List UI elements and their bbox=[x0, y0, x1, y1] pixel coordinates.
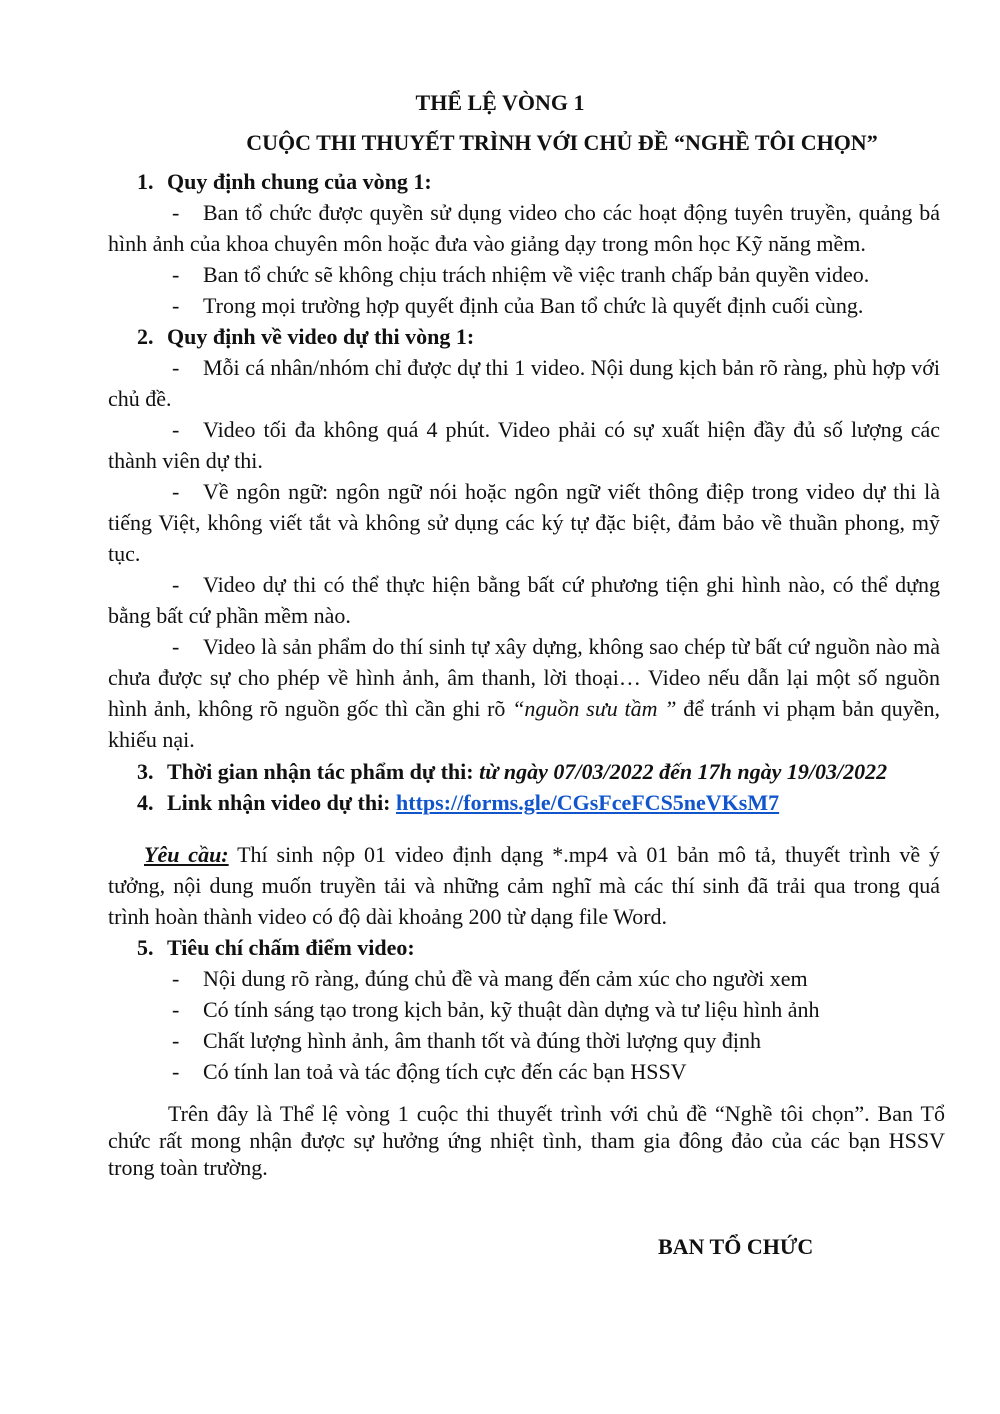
criteria-text: Nội dung rõ ràng, đúng chủ đề và mang đến cảm xúc cho người xem bbox=[203, 966, 808, 991]
dash: - bbox=[172, 572, 180, 597]
rule-text: Về ngôn ngữ: ngôn ngữ nói hoặc ngôn ngữ viết thông điệp trong video dự thi là tiếng Việt, không viết tắt và không sử dụng các ký tự đặc biệt, đảm bảo về thuần phong, mỹ tục. bbox=[108, 479, 940, 566]
dash: - bbox=[172, 1059, 180, 1084]
rule-text: Trong mọi trường hợp quyết định của Ban tổ chức là quyết định cuối cùng. bbox=[203, 293, 864, 318]
criteria-text: Chất lượng hình ảnh, âm thanh tốt và đúng thời lượng quy định bbox=[203, 1028, 761, 1053]
rule-item bbox=[108, 476, 940, 569]
dash: - bbox=[172, 417, 180, 442]
rule-text: Video dự thi có thể thực hiện bằng bất cứ phương tiện ghi hình nào, có thể dựng bằng bất cứ phần mềm nào. bbox=[108, 572, 940, 628]
heading-text: Quy định chung của vòng 1: bbox=[167, 169, 432, 194]
quote-text: “nguồn sưu tầm ” bbox=[512, 696, 677, 721]
rule-text: Mỗi cá nhân/nhóm chỉ được dự thi 1 video. Nội dung kịch bản rõ ràng, phù hợp với chủ đề. bbox=[108, 355, 940, 411]
rule-item bbox=[108, 290, 940, 321]
section-number: 5. bbox=[137, 935, 154, 960]
dash: - bbox=[172, 966, 180, 991]
criteria-item bbox=[172, 1025, 940, 1056]
section-1-heading bbox=[137, 166, 940, 197]
section-2-heading bbox=[137, 321, 940, 352]
requirement-label: Yêu cầu: bbox=[144, 842, 229, 867]
rule-item bbox=[108, 631, 940, 755]
section-number: 4. bbox=[137, 790, 154, 815]
section-number: 2. bbox=[137, 324, 154, 349]
rule-item bbox=[108, 197, 940, 259]
heading-text: Quy định về video dự thi vòng 1: bbox=[167, 324, 475, 349]
requirement-text: Thí sinh nộp 01 video định dạng *.mp4 và 01 bản mô tả, thuyết trình về ý tưởng, nội dung muốn truyền tải và những cảm nghĩ mà các thí sinh đã trải qua trong quá trình hoàn thành video có độ dài khoảng 200 từ dạng file Word. bbox=[108, 842, 940, 929]
section-4-heading bbox=[137, 787, 940, 818]
section-5-heading bbox=[137, 932, 940, 963]
dash: - bbox=[172, 997, 180, 1022]
requirement-paragraph bbox=[108, 839, 940, 932]
section-number: 1. bbox=[137, 169, 154, 194]
criteria-item bbox=[172, 963, 940, 994]
rule-item bbox=[108, 259, 940, 290]
rule-text: Video tối đa không quá 4 phút. Video phải có sự xuất hiện đầy đủ số lượng các thành viên dự thi. bbox=[108, 417, 940, 473]
doc-subtitle: CUỘC THI THUYẾT TRÌNH VỚI CHỦ ĐỀ “NGHỀ TÔI CHỌN” bbox=[246, 130, 878, 155]
dash: - bbox=[172, 293, 180, 318]
rule-text: Ban tổ chức được quyền sử dụng video cho các hoạt động tuyên truyền, quảng bá hình ảnh của khoa chuyên môn hoặc đưa vào giảng dạy trong môn học Kỹ năng mềm. bbox=[108, 200, 940, 256]
rule-text: để tránh vi phạm bản quyền, khiếu nại. bbox=[108, 696, 940, 752]
rule-item bbox=[108, 352, 940, 414]
doc-title: THỂ LỆ VÒNG 1 bbox=[415, 90, 585, 115]
criteria-item bbox=[172, 1056, 940, 1087]
dash: - bbox=[172, 262, 180, 287]
submission-period: từ ngày 07/03/2022 đến 17h ngày 19/03/2022 bbox=[479, 759, 888, 784]
rule-item bbox=[108, 414, 940, 476]
rule-item bbox=[108, 569, 940, 631]
heading-text: Thời gian nhận tác phẩm dự thi: bbox=[167, 759, 474, 784]
section-3-heading bbox=[137, 756, 940, 787]
rule-text: Video là sản phẩm do thí sinh tự xây dựng, không sao chép từ bất cứ nguồn nào mà chưa được sự cho phép về hình ảnh, âm thanh, lời thoại… Video nếu dẫn lại một số nguồn hình ảnh, không rõ nguồn gốc thì cần ghi rõ bbox=[108, 634, 940, 721]
closing-paragraph: Trên đây là Thể lệ vòng 1 cuộc thi thuyết trình với chủ đề “Nghề tôi chọn”. Ban Tổ chức rất mong nhận được sự hưởng ứng nhiệt tình, tham gia đông đảo của các bạn HSSV trong toàn trường. bbox=[108, 1101, 945, 1180]
dash: - bbox=[172, 200, 180, 225]
submission-link[interactable]: https://forms.gle/CGsFceFCS5neVKsM7 bbox=[396, 790, 780, 815]
dash: - bbox=[172, 355, 180, 380]
criteria-text: Có tính lan toả và tác động tích cực đến các bạn HSSV bbox=[203, 1059, 687, 1084]
criteria-text: Có tính sáng tạo trong kịch bản, kỹ thuật dàn dựng và tư liệu hình ảnh bbox=[203, 997, 820, 1022]
heading-text: Tiêu chí chấm điểm video: bbox=[167, 935, 415, 960]
dash: - bbox=[172, 1028, 180, 1053]
rule-text: Ban tổ chức sẽ không chịu trách nhiệm về việc tranh chấp bản quyền video. bbox=[203, 262, 870, 287]
dash: - bbox=[172, 634, 180, 659]
heading-text: Link nhận video dự thi: bbox=[167, 790, 391, 815]
criteria-item bbox=[172, 994, 940, 1025]
section-number: 3. bbox=[137, 759, 154, 784]
signature: BAN TỔ CHỨC bbox=[658, 1234, 814, 1259]
dash: - bbox=[172, 479, 180, 504]
